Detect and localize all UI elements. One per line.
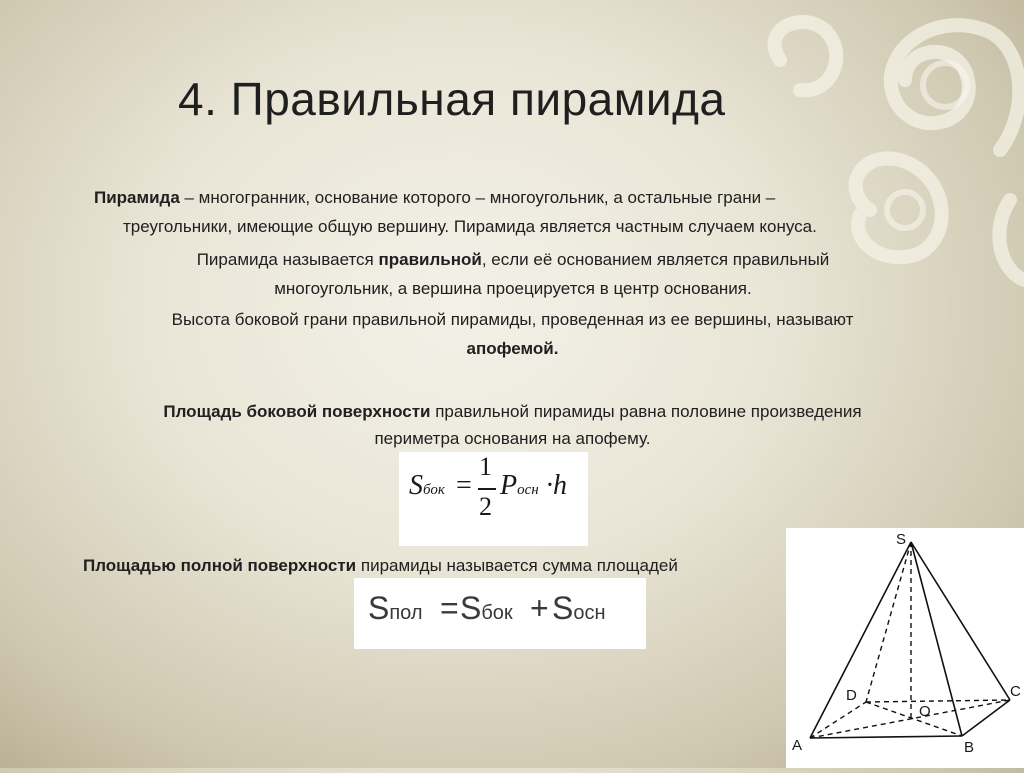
formula-total-s3-subscript: осн: [573, 602, 606, 624]
pyramid-drawing: [786, 528, 1024, 768]
pyramid-diagram: [786, 528, 1024, 768]
lateral-line-2: периметра основания на апофему.: [374, 429, 651, 448]
total-area-line: [83, 551, 678, 581]
term-apothem: апофемой.: [466, 339, 559, 358]
formula-dot-h: ·h: [546, 470, 567, 501]
formula-total-s2: Sбок: [460, 590, 513, 626]
edge-ab: [810, 736, 962, 738]
formula-p-symbol: Pосн: [500, 470, 539, 501]
edge-sd-hidden: [866, 542, 911, 702]
formula-s-subscript: бок: [423, 482, 445, 498]
diagonal-bd: [866, 702, 962, 736]
term-total-area: Площадью полной поверхности: [83, 556, 357, 575]
term-regular: правильной: [378, 250, 482, 269]
formula-total-area: [354, 578, 646, 649]
fraction-denominator: 2: [479, 492, 492, 521]
edge-dc-hidden: [866, 700, 1010, 702]
definition-line-2: треугольники, имеющие общую вершину. Пирамида является частным случаем конуса.: [123, 217, 817, 236]
formula-total-plus: +: [530, 590, 549, 626]
regular-text-1: , если её основанием является правильный: [481, 250, 830, 269]
regular-line-2: многоугольник, а вершина проецируется в центр основания.: [274, 279, 752, 298]
term-lateral-area: Площадь боковой поверхности: [163, 402, 431, 421]
label-d: D: [846, 687, 857, 704]
term-pyramid: Пирамида: [94, 188, 180, 207]
formula-total-s2-subscript: бок: [481, 602, 513, 624]
edge-sc: [911, 542, 1010, 700]
label-s: S: [896, 531, 907, 548]
formula-total-s1: Sпол: [368, 590, 423, 626]
regular-line-1: [113, 245, 913, 275]
formula-s-symbol: Sбок: [409, 470, 445, 501]
definition-line-1: [94, 183, 775, 213]
label-o: O: [919, 703, 931, 720]
lateral-text-1: правильной пирамиды равна половине произведения: [430, 402, 862, 421]
formula-p-subscript: осн: [517, 482, 539, 498]
label-c: C: [1010, 683, 1021, 700]
fraction-bar: [478, 488, 496, 490]
apothem-line-1: Высота боковой грани правильной пирамиды, проведенная из ее вершины, называют: [171, 310, 854, 329]
edge-sa: [810, 542, 911, 738]
label-a: A: [792, 737, 803, 754]
formula-lateral-area: [399, 452, 588, 546]
definition-text-1: – многогранник, основание которого – многоугольник, а остальные грани –: [179, 188, 776, 207]
lateral-line-1: [60, 397, 965, 427]
label-b: B: [964, 739, 975, 756]
regular-lead: Пирамида называется: [196, 250, 379, 269]
formula-total-s3: Sосн: [552, 590, 606, 626]
formula-equals: =: [456, 470, 472, 501]
fraction-numerator: 1: [479, 452, 492, 481]
slide-title: 4. Правильная пирамида: [178, 73, 726, 125]
total-text-1: пирамиды называется сумма площадей: [356, 556, 678, 575]
formula-total-s1-subscript: пол: [389, 602, 423, 624]
diagonal-ac: [810, 700, 1010, 738]
edge-bc: [962, 700, 1010, 736]
formula-total-equals: =: [440, 590, 459, 626]
